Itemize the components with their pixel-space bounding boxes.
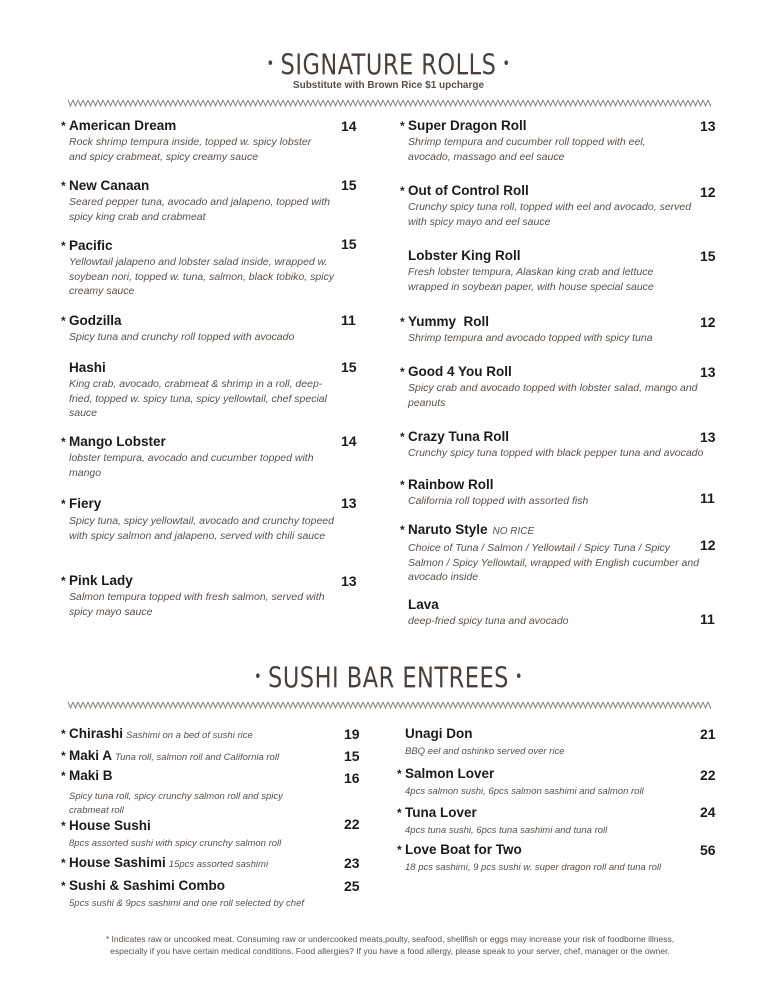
item-description: Crunchy spicy tuna roll, topped with eel and avocado, served with spicy mayo and eel sauce [408,201,692,228]
title-dot-right: • [514,667,523,687]
raw-indicator: * [61,239,66,253]
raw-indicator: * [397,806,402,820]
raw-indicator: * [400,184,405,198]
raw-indicator: * [61,819,66,833]
item-description: Seared pepper tuna, avocado and jalapeno, topped with spicy king crab and crabmeat [69,196,330,223]
item-name: Salmon Lover [405,766,495,781]
menu-item-chirashi [61,726,339,744]
item-name: Good 4 You Roll [408,364,512,379]
item-description: Shrimp tempura and avocado topped with spicy tuna [408,332,653,344]
item-description: deep-fried spicy tuna and avocado [408,615,569,627]
menu-item-house-sushi [61,818,339,851]
item-name: Sushi & Sashimi Combo [69,878,226,893]
item-name: Pink Lady [69,573,133,588]
item-description: Spicy tuna roll, spicy crunchy salmon roll and spicy crabmeat roll [69,791,283,816]
menu-item-out-of-control-roll [400,183,708,229]
raw-indicator: * [397,767,402,781]
item-price: 21 [700,726,716,742]
zigzag-divider [68,98,711,108]
item-price: 11 [700,611,715,627]
menu-item-pink-lady [61,573,331,619]
menu-item-tuna-lover [397,805,695,838]
item-name: New Canaan [69,178,150,193]
item-inline-description: Sashimi on a bed of sushi rice [126,730,253,741]
menu-item-maki-a [61,748,339,766]
item-description: Shrimp tempura and cucumber roll topped with eel, avocado, massago and eel sauce [408,136,646,163]
raw-indicator: * [61,769,66,783]
raw-indicator: * [400,430,405,444]
menu-item-good-4-you-roll [400,364,698,410]
item-price: 15 [700,248,716,264]
item-name: Out of Control Roll [408,183,529,198]
raw-indicator: * [400,315,405,329]
brown-rice-note: Substitute with Brown Rice $1 upcharge [292,80,485,91]
item-price: 22 [700,767,716,783]
item-name-text: Chirashi [69,726,124,741]
item-description: California roll topped with assorted fish [408,495,589,507]
item-inline-description: 15pcs assorted sashimi [168,859,269,870]
item-name: House Sushi [69,818,151,833]
item-description: 5pcs sushi & 9pcs sashimi and one roll selected by chef [69,898,304,909]
item-price: 11 [341,312,356,328]
item-name: Mango Lobster [69,434,166,449]
item-price: 25 [344,878,360,894]
menu-item-new-canaan [61,178,345,224]
item-name [69,855,339,873]
item-price: 15 [341,236,357,252]
menu-item-fiery [61,496,337,543]
raw-indicator: * [400,119,405,133]
menu-item-rainbow-roll [400,477,688,509]
menu-item-salmon-lover [397,766,695,799]
item-price: 16 [344,770,360,786]
item-description: lobster tempura, avocado and cucumber topped with mango [69,452,314,479]
item-price: 12 [700,537,716,553]
raw-indicator: * [400,478,405,492]
item-description: BBQ eel and oshinko served over rice [405,746,565,757]
item-name-text: Naruto Style [408,522,488,537]
item-price: 23 [344,855,360,871]
item-price: 13 [341,495,357,511]
item-price: 15 [344,748,360,764]
menu-item-yummy-roll [400,314,688,346]
item-description: Yellowtail jalapeno and lobster salad inside, wrapped w. soybean nori, topped w. tuna, salmon, black tobiko, spicy creamy sauce [69,256,334,297]
raw-indicator: * [61,119,66,133]
disclaimer-line-1: * Indicates raw or uncooked meat. Consuming raw or undercooked meats,poulty, seafood, shellfish or eggs may increase your risk of foodborne illness, [105,934,675,944]
menu-item-maki-b [61,768,309,818]
raw-indicator: * [400,523,405,537]
item-description: Spicy crab and avocado topped with lobster salad, mango and peanuts [408,382,698,409]
item-name: Pacific [69,238,113,253]
item-price: 14 [341,118,357,134]
raw-indicator: * [61,727,66,741]
item-price: 12 [700,314,716,330]
item-price: 11 [700,490,715,506]
zigzag-divider [68,700,711,710]
item-price: 24 [700,804,716,820]
item-name: Rainbow Roll [408,477,494,492]
menu-item-pacific [61,238,349,299]
item-name: Fiery [69,496,102,511]
menu-item-hashi [69,360,331,421]
item-name: Lava [408,597,439,612]
item-name: Godzilla [69,313,122,328]
item-name: Maki B [69,768,113,783]
title-dot-left: • [254,667,263,687]
item-price: 56 [700,842,716,858]
item-name: Lobster King Roll [408,248,521,263]
menu-item-godzilla [61,313,331,345]
item-description: Crunchy spicy tuna topped with black pepper tuna and avocado [408,447,704,459]
sushi-bar-entrees-title [0,661,777,694]
raw-indicator: * [61,856,66,870]
item-description: 4pcs salmon sushi, 6pcs salmon sashimi and salmon roll [405,786,644,797]
item-name [408,522,700,540]
item-name [69,748,339,766]
item-description: King crab, avocado, crabmeat & shrimp in a roll, deep-fried, topped w. spicy tuna, spicy yellowtail, chef special sauce [69,378,327,419]
raw-indicator: * [61,749,66,763]
menu-item-american-dream [61,118,331,164]
menu-item-crazy-tuna-roll [400,429,720,461]
menu-item-house-sashimi [61,855,339,873]
item-description: Rock shrimp tempura inside, topped w. spicy lobster and spicy crabmeat, spicy creamy sauce [69,136,312,163]
item-inline-description: Tuna roll, salmon roll and California roll [115,752,280,763]
item-name: Yummy Roll [408,314,490,329]
item-description: 4pcs tuna sushi, 6pcs tuna sashimi and tuna roll [405,825,608,836]
item-price: 15 [341,177,357,193]
no-rice-tag: NO RICE [492,526,535,537]
raw-indicator: * [61,497,66,511]
item-name: Hashi [69,360,106,375]
item-name: Love Boat for Two [405,842,522,857]
item-price: 19 [344,726,360,742]
item-description: 8pcs assorted sushi with spicy crunchy salmon roll [69,838,282,849]
item-description: Spicy tuna and crunchy roll topped with avocado [69,331,295,343]
item-name: American Dream [69,118,177,133]
raw-food-disclaimer [90,934,690,957]
item-price: 13 [700,364,716,380]
disclaimer-line-2: especially if you have certain medical conditions. Food allergies? If you have a food allergy, please speak to your server, chef, manager or the owner. [110,945,670,956]
menu-item-lobster-king-roll [408,248,688,294]
item-name-text: House Sashimi [69,855,166,870]
title-dot-left: • [266,54,275,74]
item-description: Fresh lobster tempura, Alaskan king crab and lettuce wrapped in soybean paper, with house special sauce [408,266,654,293]
raw-indicator: * [61,179,66,193]
raw-indicator: * [397,843,402,857]
item-name [69,726,339,744]
item-price: 12 [700,184,716,200]
item-price: 13 [700,118,716,134]
item-name: Super Dragon Roll [408,118,527,133]
item-price: 15 [341,359,357,375]
item-description: 18 pcs sashimi, 9 pcs sushi w. super dragon roll and tuna roll [405,862,662,873]
item-description: Spicy tuna, spicy yellowtail, avocado and crunchy topeed with spicy salmon and jalapeno, served with chili sauce [69,515,334,542]
menu-item-unagi-don [405,726,695,759]
menu-item-super-dragon-roll [400,118,683,164]
item-price: 14 [341,433,357,449]
title-dot-right: • [502,54,511,74]
entrees-title-text: SUSHI BAR ENTREES [268,660,509,695]
item-name: Tuna Lover [405,805,477,820]
item-description: Choice of Tuna / Salmon / Yellowtail / Spicy Tuna / Spicy Salmon / Spicy Yellowtail, wrapped with English cucumber and avocado inside [408,542,700,583]
menu-item-naruto-style [400,522,700,585]
menu-item-mango-lobster [61,434,339,480]
menu-item-love-boat-for-two [397,842,695,875]
item-description: Salmon tempura topped with fresh salmon, served with spicy mayo sauce [69,591,325,618]
menu-item-sushi-sashimi-combo [61,878,339,911]
item-name-text: Maki A [69,748,113,763]
menu-item-lava [408,597,688,629]
raw-indicator: * [61,435,66,449]
raw-indicator: * [61,574,66,588]
item-name: Crazy Tuna Roll [408,429,510,444]
signature-title-text: SIGNATURE ROLLS [280,47,497,82]
raw-indicator: * [61,879,66,893]
item-name: Unagi Don [405,726,473,741]
raw-indicator: * [400,365,405,379]
item-price: 22 [344,816,360,832]
raw-indicator: * [61,314,66,328]
item-price: 13 [700,429,716,445]
signature-rolls-title [0,48,777,81]
item-price: 13 [341,573,357,589]
